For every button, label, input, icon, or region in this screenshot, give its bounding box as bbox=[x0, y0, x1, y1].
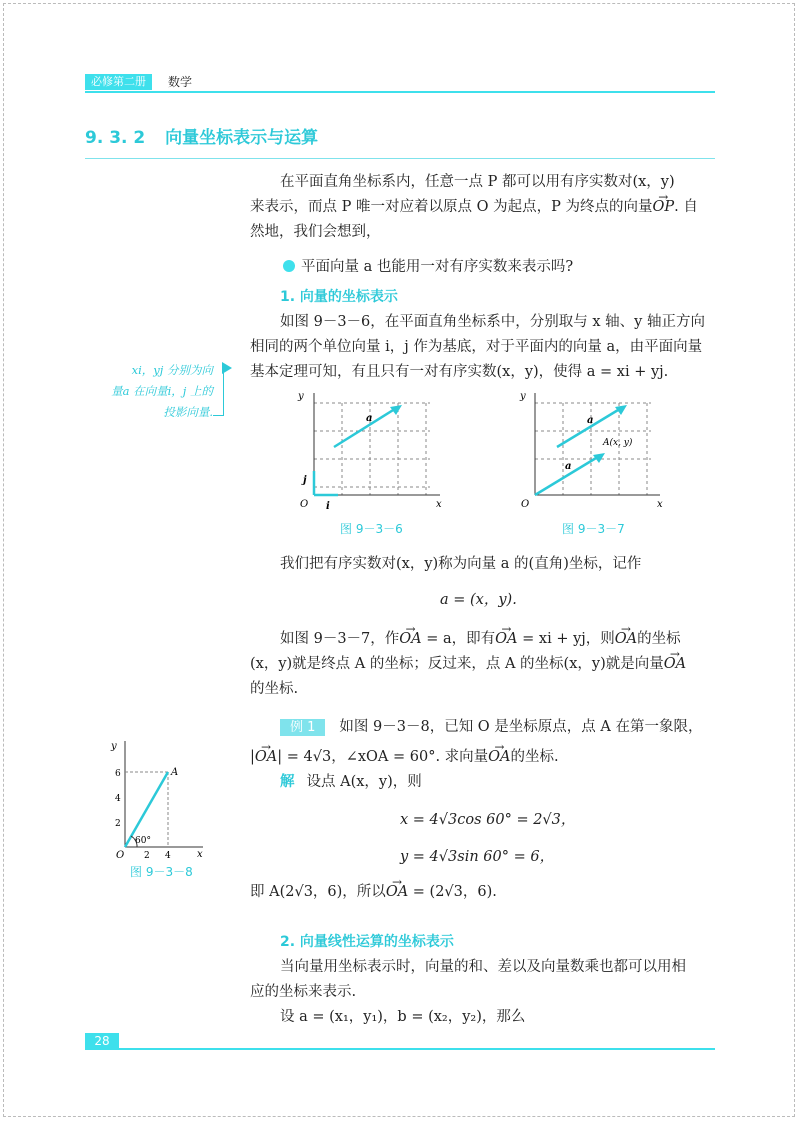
intro-line-2 bbox=[250, 195, 720, 220]
subsection-1-title: 1. 向量的坐标表示 bbox=[280, 289, 398, 305]
page-number: 28 bbox=[85, 1033, 119, 1050]
example-line-2b: | = 4√3，∠xOA = 60°. 求向量 bbox=[277, 749, 489, 765]
coords-p1b: = a，即有 bbox=[421, 631, 496, 647]
book-tag: 必修第二册 bbox=[85, 74, 152, 90]
fig1-label-y: y bbox=[298, 391, 304, 402]
fig2-label-a-bottom: a bbox=[565, 461, 572, 472]
example-tag: 例 1 bbox=[280, 719, 325, 736]
vector-op: → OP bbox=[652, 199, 674, 215]
fig2-label-a-top: a bbox=[587, 415, 594, 426]
example-1 bbox=[250, 715, 720, 795]
coords-p1a: 如图 9－3－7，作 bbox=[280, 631, 400, 647]
fig1-label-i: i bbox=[326, 501, 330, 512]
fig1-label-a: a bbox=[366, 413, 373, 424]
fig3-label-y: y bbox=[111, 741, 117, 752]
equation-2: y = 4√3sin 60° = 6， bbox=[400, 849, 555, 865]
fig3-label-x: x bbox=[197, 849, 203, 860]
fig3-tick-y-6: 6 bbox=[115, 769, 121, 779]
side-note-line-3: 投影向量. bbox=[163, 405, 213, 419]
vector-oa-7: → OA bbox=[386, 884, 408, 900]
side-note-bracket bbox=[213, 373, 224, 416]
fig2-caption: 图 9－3－7 bbox=[562, 522, 625, 536]
subsection-1-line-1: 如图 9－3－6，在平面直角坐标系中，分别取与 x 轴、y 轴正方向 bbox=[280, 314, 705, 330]
fig1-label-j: j bbox=[303, 475, 307, 486]
example-line-1 bbox=[250, 715, 720, 740]
fig3-label-a: A bbox=[171, 767, 179, 778]
subsection-2-line-3: 设 a = (x₁，y₁)，b = (x₂，y₂)，那么 bbox=[280, 1009, 526, 1025]
coords-p1d: 的坐标 bbox=[637, 631, 681, 647]
fig1-caption: 图 9－3－6 bbox=[340, 522, 403, 536]
intro-line-2b: . 自 bbox=[674, 199, 698, 215]
intro-paragraph bbox=[250, 170, 720, 245]
vector-oa-6: → OA bbox=[488, 749, 510, 765]
question-line bbox=[283, 255, 723, 280]
intro-line-1: 在平面直角坐标系内，任意一点 P 都可以用有序实数对(x，y) bbox=[280, 174, 675, 190]
intro-line-2a: 来表示，而点 P 唯一对应着以原点 O 为起点，P 为终点的向量 bbox=[250, 199, 653, 215]
fig3-label-o: O bbox=[116, 850, 125, 860]
section-title bbox=[85, 123, 318, 148]
fig3-tick-y-2: 2 bbox=[115, 819, 121, 829]
fig2-label-point: A(x, y) bbox=[603, 438, 633, 448]
fig3-tick-x-2: 2 bbox=[144, 851, 150, 860]
coords-p-line-3: 的坐标. bbox=[250, 681, 299, 697]
coords-line-1: 我们把有序实数对(x，y)称为向量 a 的(直角)坐标，记作 bbox=[280, 556, 642, 572]
bullet-dot-icon bbox=[283, 260, 295, 272]
figure-9-3-6 bbox=[290, 385, 450, 515]
conclusion-a: 即 A(2√3，6)，所以 bbox=[250, 884, 386, 900]
example-line-2a: | bbox=[250, 749, 255, 765]
figure-9-3-7 bbox=[515, 385, 675, 515]
vector-oa-1: → OA bbox=[399, 631, 421, 647]
figure-9-3-8 bbox=[105, 735, 210, 860]
subsection-2 bbox=[250, 930, 720, 1030]
subsection-1-line-2: 相同的两个单位向量 i，j 作为基底，对于平面内的向量 a，由平面向量 bbox=[250, 339, 703, 355]
example-line-2 bbox=[250, 745, 720, 770]
equation-1: x = 4√3cos 60° = 2√3， bbox=[400, 812, 576, 828]
section-number: 9. 3. 2 bbox=[85, 128, 146, 148]
solution-tag: 解 bbox=[280, 774, 295, 790]
coords-definition bbox=[250, 552, 720, 577]
side-note-line-2: 量a 在向量i，j 上的 bbox=[111, 384, 213, 398]
side-note-arrow-icon bbox=[222, 362, 232, 374]
vector-oa-2: → OA bbox=[495, 631, 517, 647]
subsection-1 bbox=[250, 285, 720, 385]
solution-line bbox=[250, 770, 720, 795]
subsection-2-line-1: 当向量用坐标表示时，向量的和、差以及向量数乘也都可以用相 bbox=[280, 959, 686, 975]
coords-p-line-2 bbox=[250, 652, 720, 677]
fig2-label-o: O bbox=[521, 499, 530, 510]
subsection-2-line-2: 应的坐标来表示. bbox=[250, 984, 357, 1000]
coords-p1c: = xi + yj，则 bbox=[517, 631, 615, 647]
example-line-2c: 的坐标. bbox=[510, 749, 559, 765]
fig3-caption: 图 9－3－8 bbox=[130, 865, 193, 879]
fig3-tick-y-4: 4 bbox=[115, 794, 121, 804]
vector-oa-4: → OA bbox=[664, 656, 686, 672]
side-note bbox=[88, 360, 213, 423]
example-line-1-text: 如图 9－3－8，已知 O 是坐标原点，点 A 在第一象限， bbox=[339, 719, 703, 735]
fig3-tick-x-4: 4 bbox=[165, 851, 171, 860]
subject-label: 数学 bbox=[168, 75, 193, 89]
solution-text: 设点 A(x，y)，则 bbox=[306, 774, 422, 790]
coords-paragraph bbox=[250, 627, 720, 702]
subsection-1-line-3: 基本定理可知，有且只有一对有序实数(x，y)，使得 a = xi + yj. bbox=[250, 364, 669, 380]
fig2-label-y: y bbox=[520, 391, 526, 402]
conclusion-b: = (2√3，6). bbox=[408, 884, 497, 900]
question-text: 平面向量 a 也能用一对有序实数来表示吗? bbox=[301, 259, 574, 275]
footer-divider bbox=[85, 1048, 715, 1050]
section-title-text: 向量坐标表示与运算 bbox=[165, 128, 319, 148]
coords-formula: a = (x，y). bbox=[440, 592, 517, 608]
intro-line-3: 然地，我们会想到， bbox=[250, 224, 381, 240]
title-divider bbox=[85, 158, 715, 159]
coords-p2a: (x，y)就是终点 A 的坐标；反过来，点 A 的坐标(x，y)就是向量 bbox=[250, 656, 664, 672]
fig1-label-o: O bbox=[300, 499, 309, 510]
subsection-2-title: 2. 向量线性运算的坐标表示 bbox=[280, 934, 454, 950]
coords-p-line-1 bbox=[250, 627, 720, 652]
fig1-label-x: x bbox=[436, 499, 442, 510]
conclusion-line bbox=[250, 880, 720, 905]
header-divider bbox=[85, 91, 715, 93]
fig2-label-x: x bbox=[657, 499, 663, 510]
fig3-label-angle: 60° bbox=[135, 836, 151, 846]
vector-oa-5: → OA bbox=[255, 749, 277, 765]
vector-oa-3: → OA bbox=[615, 631, 637, 647]
side-note-line-1: xi，yj 分别为向 bbox=[131, 363, 213, 377]
